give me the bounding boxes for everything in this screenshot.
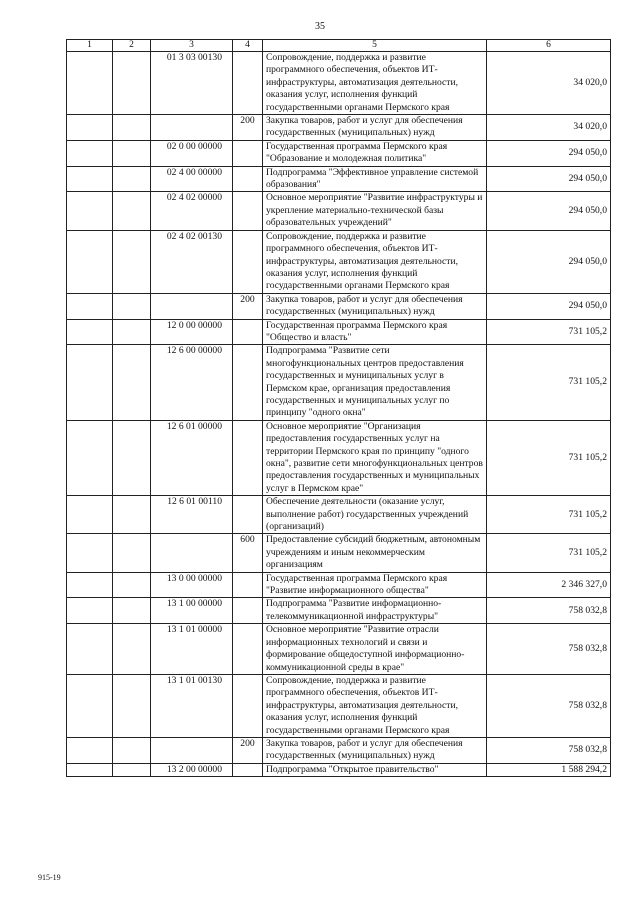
subsection-cell	[113, 140, 151, 166]
expense-type-cell: 200	[233, 737, 263, 763]
section-cell	[67, 420, 113, 495]
subsection-cell	[113, 598, 151, 624]
target-code-cell	[151, 534, 233, 572]
amount-cell: 731 105,2	[487, 319, 611, 345]
subsection-cell	[113, 496, 151, 534]
target-code-cell: 13 1 01 00000	[151, 624, 233, 675]
column-header: 2	[113, 40, 151, 52]
expense-type-cell	[233, 572, 263, 598]
expense-type-cell	[233, 319, 263, 345]
target-code-cell: 12 6 01 00000	[151, 420, 233, 495]
table-row	[67, 763, 611, 776]
subsection-cell	[113, 737, 151, 763]
amount-cell: 758 032,8	[487, 624, 611, 675]
table-row	[67, 345, 611, 420]
description-cell: Государственная программа Пермского края "Развитие информационного общества"	[263, 572, 487, 598]
amount-cell: 294 050,0	[487, 293, 611, 319]
subsection-cell	[113, 345, 151, 420]
section-cell	[67, 534, 113, 572]
description-cell: Обеспечение деятельности (оказание услуг, выполнение работ) государственных учреждений (организаций)	[263, 496, 487, 534]
amount-cell: 731 105,2	[487, 420, 611, 495]
subsection-cell	[113, 674, 151, 737]
subsection-cell	[113, 420, 151, 495]
amount-cell: 758 032,8	[487, 737, 611, 763]
section-cell	[67, 674, 113, 737]
target-code-cell: 02 4 02 00130	[151, 230, 233, 293]
column-header: 6	[487, 40, 611, 52]
table-header-row	[67, 40, 611, 52]
target-code-cell: 01 3 03 00130	[151, 52, 233, 115]
section-cell	[67, 192, 113, 230]
description-cell: Основное мероприятие "Развитие отрасли информационных технологий и связи и формирование общедоступной информационно-коммуникационной среды в крае"	[263, 624, 487, 675]
subsection-cell	[113, 624, 151, 675]
expense-type-cell	[233, 624, 263, 675]
section-cell	[67, 52, 113, 115]
description-cell: Закупка товаров, работ и услуг для обеспечения государственных (муниципальных) нужд	[263, 737, 487, 763]
target-code-cell: 02 0 00 00000	[151, 140, 233, 166]
expense-type-cell: 200	[233, 115, 263, 141]
amount-cell: 294 050,0	[487, 230, 611, 293]
subsection-cell	[113, 319, 151, 345]
column-header: 5	[263, 40, 487, 52]
table-row	[67, 230, 611, 293]
subsection-cell	[113, 763, 151, 776]
table-row	[67, 534, 611, 572]
section-cell	[67, 293, 113, 319]
target-code-cell: 13 2 00 00000	[151, 763, 233, 776]
amount-cell: 758 032,8	[487, 674, 611, 737]
target-code-cell: 12 6 00 00000	[151, 345, 233, 420]
section-cell	[67, 140, 113, 166]
target-code-cell: 12 0 00 00000	[151, 319, 233, 345]
table-row	[67, 737, 611, 763]
description-cell: Сопровождение, поддержка и развитие программного обеспечения, объектов ИТ-инфраструктуры, автоматизация деятельности, оказания услуг, исполнения функций государственными органами Пермского края	[263, 230, 487, 293]
table-row	[67, 674, 611, 737]
section-cell	[67, 737, 113, 763]
description-cell: Закупка товаров, работ и услуг для обеспечения государственных (муниципальных) нужд	[263, 115, 487, 141]
expense-type-cell: 600	[233, 534, 263, 572]
subsection-cell	[113, 572, 151, 598]
amount-cell: 2 346 327,0	[487, 572, 611, 598]
section-cell	[67, 230, 113, 293]
expense-type-cell	[233, 496, 263, 534]
table-row	[67, 140, 611, 166]
description-cell: Закупка товаров, работ и услуг для обеспечения государственных (муниципальных) нужд	[263, 293, 487, 319]
description-cell: Подпрограмма "Открытое правительство"	[263, 763, 487, 776]
amount-cell: 731 105,2	[487, 345, 611, 420]
footer-code: 915-19	[38, 873, 61, 882]
amount-cell: 34 020,0	[487, 115, 611, 141]
subsection-cell	[113, 293, 151, 319]
description-cell: Подпрограмма "Эффективное управление системой образования"	[263, 166, 487, 192]
target-code-cell: 13 1 01 00130	[151, 674, 233, 737]
target-code-cell: 02 4 02 00000	[151, 192, 233, 230]
target-code-cell: 02 4 00 00000	[151, 166, 233, 192]
expense-type-cell	[233, 345, 263, 420]
page-number: 35	[315, 21, 325, 32]
section-cell	[67, 115, 113, 141]
description-cell: Государственная программа Пермского края "Образование и молодежная политика"	[263, 140, 487, 166]
table-row	[67, 52, 611, 115]
column-header: 3	[151, 40, 233, 52]
expense-type-cell	[233, 140, 263, 166]
expense-type-cell	[233, 674, 263, 737]
subsection-cell	[113, 192, 151, 230]
amount-cell: 294 050,0	[487, 140, 611, 166]
description-cell: Подпрограмма "Развитие информационно-телекоммуникационной инфраструктуры"	[263, 598, 487, 624]
amount-cell: 34 020,0	[487, 52, 611, 115]
expense-type-cell: 200	[233, 293, 263, 319]
target-code-cell: 13 0 00 00000	[151, 572, 233, 598]
description-cell: Сопровождение, поддержка и развитие программного обеспечения, объектов ИТ-инфраструктуры, автоматизация деятельности, оказания услуг, исполнения функций государственными органами Пермского края	[263, 52, 487, 115]
section-cell	[67, 572, 113, 598]
expense-type-cell	[233, 230, 263, 293]
target-code-cell: 13 1 00 00000	[151, 598, 233, 624]
subsection-cell	[113, 534, 151, 572]
expense-type-cell	[233, 763, 263, 776]
table-row	[67, 166, 611, 192]
column-header: 4	[233, 40, 263, 52]
section-cell	[67, 319, 113, 345]
table-body	[67, 52, 611, 777]
table-row	[67, 598, 611, 624]
table-row	[67, 192, 611, 230]
table-row	[67, 115, 611, 141]
table-row	[67, 496, 611, 534]
target-code-cell	[151, 293, 233, 319]
description-cell: Государственная программа Пермского края "Общество и власть"	[263, 319, 487, 345]
expense-type-cell	[233, 166, 263, 192]
expense-type-cell	[233, 598, 263, 624]
amount-cell: 294 050,0	[487, 192, 611, 230]
table-row	[67, 420, 611, 495]
section-cell	[67, 345, 113, 420]
target-code-cell: 12 6 01 00110	[151, 496, 233, 534]
description-cell: Основное мероприятие "Развитие инфраструктуры и укрепление материально-технической базы образовательных учреждений"	[263, 192, 487, 230]
budget-table	[66, 39, 611, 777]
subsection-cell	[113, 166, 151, 192]
section-cell	[67, 624, 113, 675]
column-header: 1	[67, 40, 113, 52]
description-cell: Основное мероприятие "Организация предоставления государственных услуг на территории Пермского края по принципу "одного окна", развитие сети многофункциональных центров предоставления государственных и муниципальных услуг в Пермском крае"	[263, 420, 487, 495]
target-code-cell	[151, 737, 233, 763]
section-cell	[67, 763, 113, 776]
amount-cell: 294 050,0	[487, 166, 611, 192]
section-cell	[67, 598, 113, 624]
expense-type-cell	[233, 420, 263, 495]
subsection-cell	[113, 115, 151, 141]
expense-type-cell	[233, 192, 263, 230]
subsection-cell	[113, 230, 151, 293]
amount-cell: 731 105,2	[487, 496, 611, 534]
section-cell	[67, 496, 113, 534]
description-cell: Подпрограмма "Развитие сети многофункциональных центров предоставления государственных и муниципальных услуг в Пермском крае, организация предоставления государственных и муниципальных услуг по принципу "одного окна"	[263, 345, 487, 420]
section-cell	[67, 166, 113, 192]
amount-cell: 1 588 294,2	[487, 763, 611, 776]
subsection-cell	[113, 52, 151, 115]
description-cell: Предоставление субсидий бюджетным, автономным учреждениям и иным некоммерческим организациям	[263, 534, 487, 572]
description-cell: Сопровождение, поддержка и развитие программного обеспечения, объектов ИТ-инфраструктуры, автоматизация деятельности, оказания услуг, исполнения функций государственными органами Пермского края	[263, 674, 487, 737]
table-row	[67, 572, 611, 598]
amount-cell: 758 032,8	[487, 598, 611, 624]
amount-cell: 731 105,2	[487, 534, 611, 572]
target-code-cell	[151, 115, 233, 141]
table-row	[67, 624, 611, 675]
expense-type-cell	[233, 52, 263, 115]
table-row	[67, 293, 611, 319]
table-row	[67, 319, 611, 345]
